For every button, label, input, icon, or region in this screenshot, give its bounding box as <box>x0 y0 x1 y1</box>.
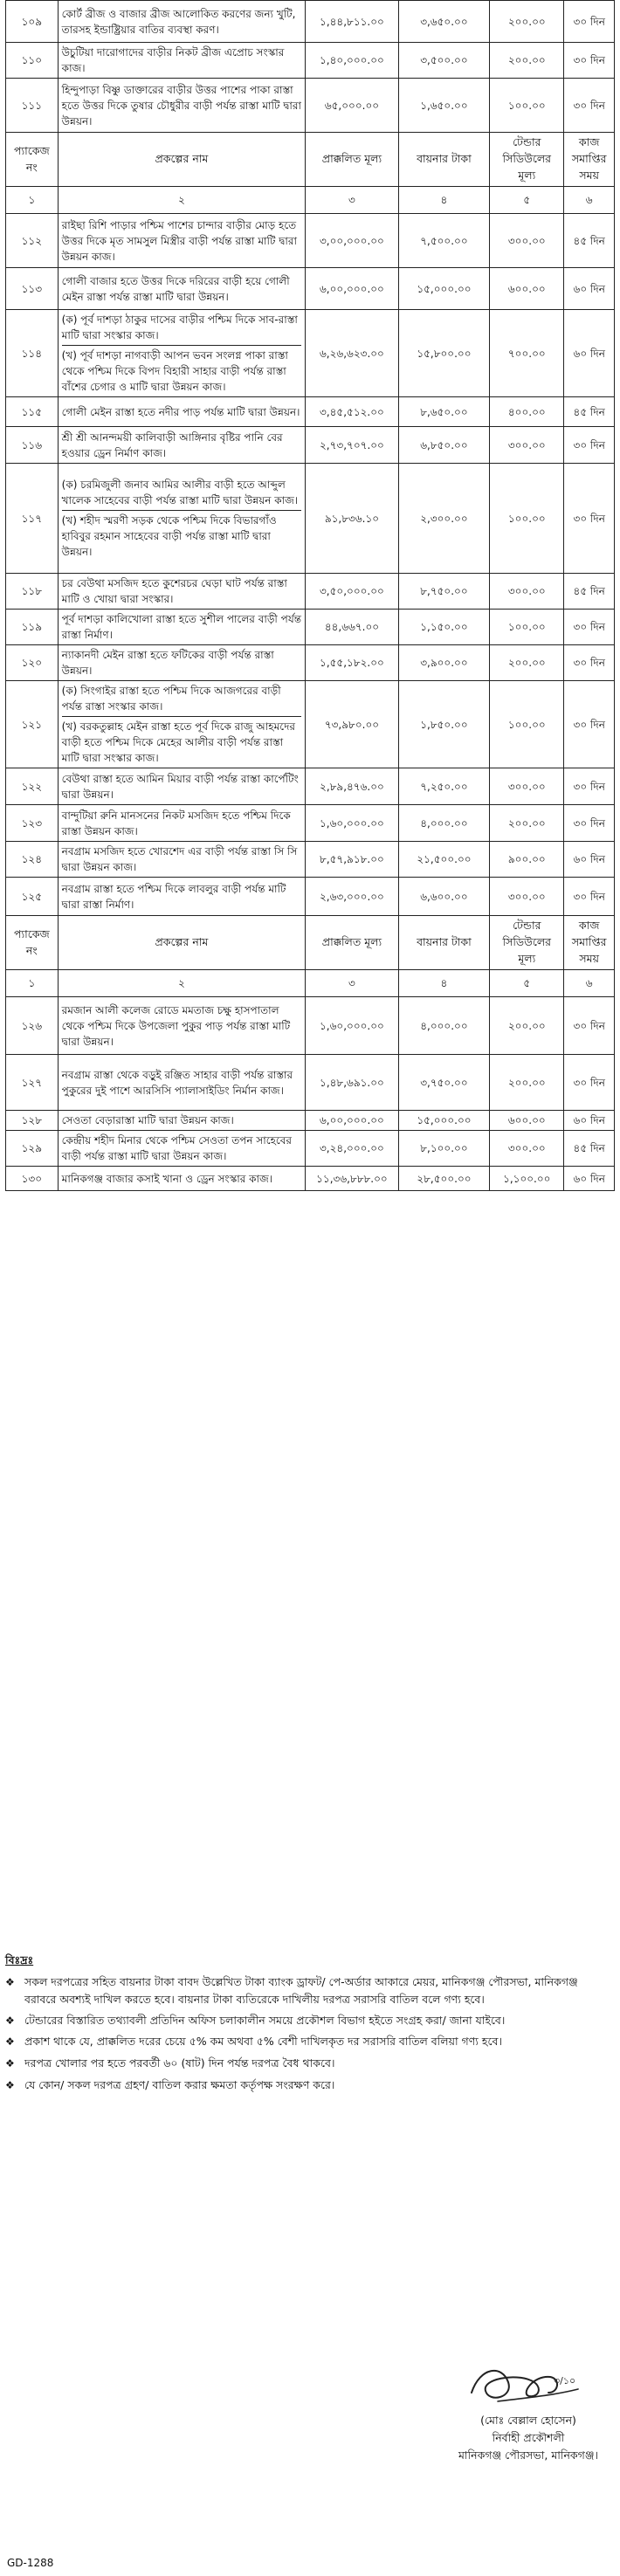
completion-time: ৩০ দিন <box>564 427 615 464</box>
table-row <box>6 610 615 645</box>
column-header: প্রাক্কলিত মূল্য <box>306 916 399 970</box>
column-index: ৩ <box>306 970 399 997</box>
schedule-price: ৩০০.০০ <box>490 214 564 268</box>
earnest-money: ২৮,৫০০.০০ <box>398 1167 489 1191</box>
table-row <box>6 310 615 397</box>
column-index: ৪ <box>398 970 489 997</box>
completion-time: ৪৫ দিন <box>564 574 615 610</box>
completion-time: ৪৫ দিন <box>564 214 615 268</box>
earnest-money: ৪,০০০.০০ <box>398 805 489 842</box>
table-row <box>6 1131 615 1167</box>
completion-time: ৩০ দিন <box>564 768 615 805</box>
project-name: নবগ্রাম মসজিদ হতে খোরশেদ এর বাড়ী পর্যন্ত রাস্তা সি সি দ্বারা উন্নয়ন কাজ। <box>58 842 305 878</box>
column-index: ১ <box>6 970 59 997</box>
schedule-price: ৩০০.০০ <box>490 878 564 916</box>
table-row <box>6 878 615 916</box>
estimated-cost: ৩,৪৫,৫১২.০০ <box>306 397 399 427</box>
estimated-cost: ১,৬০,০০০.০০ <box>306 805 399 842</box>
column-header: প্যাকেজ নং <box>6 133 59 187</box>
package-number: ১২৭ <box>6 1055 59 1111</box>
project-name: নবগ্রাম রাস্তা থেকে বড়ুই রঞ্জিত সাহার বাড়ী পর্যন্ত রাস্তার পুকুরের দুই পাশে আরসিসি প্যালাসাইডিং নির্মান কাজ। <box>58 1055 305 1111</box>
schedule-price: ২০০.০০ <box>490 43 564 79</box>
schedule-price: ১০০.০০ <box>490 610 564 645</box>
project-name: কেন্দ্রীয় শহীদ মিনার থেকে পশ্চিম সেওতা তপন সাহেবের বাড়ী পর্যন্ত রাস্তা মাটি দ্বারা উন্নয়ন কাজ। <box>58 1131 305 1167</box>
package-number: ১২৫ <box>6 878 59 916</box>
schedule-price: ১০০.০০ <box>490 79 564 133</box>
earnest-money: ১,১৫০.০০ <box>398 610 489 645</box>
schedule-price: ৬০০.০০ <box>490 268 564 310</box>
estimated-cost: ১,৫৫,১৮২.০০ <box>306 645 399 681</box>
column-header: প্যাকেজ নং <box>6 916 59 970</box>
note-text: সকল দরপত্রের সহিত বায়নার টাকা বাবদ উল্লেখিত টাকা ব্যাংক ড্রাফট/ পে-অর্ডার আকারে মেয়র, মানিকগঞ্জ পৌরসভা, মানিকগঞ্জ বরাবরে অবশ্যই দাখিল করতে হবে। বায়নার টাকা ব্যতিরেকে দাখিলীয় দরপত্র সরাসরি বাতিল বলে গণ্য হবে। <box>24 1974 578 2007</box>
project-sub-item: (খ) পূর্ব দাশড়া নাগবাড়ী আপন ভবন সংলগ্ন পাকা রাস্তা থেকে পশ্চিম দিকে বিপদ বিহারী সাহার বাড়ী পর্যন্ত রাস্তা বাঁশের চেগার ও মাটি দ্বারা উন্নয়ন কাজ। <box>62 345 301 395</box>
table-row <box>6 1055 615 1111</box>
table-row <box>6 268 615 310</box>
note-text: দরপত্র খোলার পর হতে পরবর্তী ৬০ (ষাট) দিন পর্যন্ত দরপত্র বৈধ থাকবে। <box>24 2056 335 2070</box>
project-name: রাইছা রিশি পাড়ার পশ্চিম পাশের চান্দার বাড়ীর মোড় হতে উত্তর দিকে মৃত সামসুল মিস্ত্রীর বাড়ী পর্যন্ত রাস্তা মাটি দ্বারা উন্নয়ন কাজ। <box>58 214 305 268</box>
package-number: ১১২ <box>6 214 59 268</box>
project-name: ন্যাকানদী মেইন রাস্তা হতে ফটিকের বাড়ী পর্যন্ত রাস্তা উন্নয়ন। <box>58 645 305 681</box>
package-number: ১২২ <box>6 768 59 805</box>
project-name: শ্রী শ্রী আনন্দময়ী কালিবাড়ী আঙ্গিনার বৃষ্টির পানি বের হওয়ার ড্রেন নির্মাণ কাজ। <box>58 427 305 464</box>
schedule-price: ১,১০০.০০ <box>490 1167 564 1191</box>
project-name: রমজান আলী কলেজ রোডে মমতাজ চক্ষু হাসপাতাল থেকে পশ্চিম দিকে উপজেলা পুকুর পাড় পর্যন্ত রাস্তা মাটি দ্বারা উন্নয়ন। <box>58 997 305 1055</box>
estimated-cost: ১১,৩৬,৮৮৮.০০ <box>306 1167 399 1191</box>
project-name: চর বেউথা মসজিদ হতে কুশেরচর ঘেড়া ঘাট পর্যন্ত রাস্তা মাটি ও খোয়া দ্বারা সংস্কার। <box>58 574 305 610</box>
schedule-price: ৩০০.০০ <box>490 574 564 610</box>
package-number: ১১৪ <box>6 310 59 397</box>
signature-date: ৩/১০ <box>554 2375 576 2387</box>
note-item <box>5 2055 608 2074</box>
package-number: ১১৭ <box>6 464 59 574</box>
earnest-money: ৭,২৫০.০০ <box>398 768 489 805</box>
package-number: ১২০ <box>6 645 59 681</box>
table-row <box>6 1167 615 1191</box>
signature-block <box>445 2358 611 2464</box>
completion-time: ৬০ দিন <box>564 268 615 310</box>
note-item <box>5 2077 608 2096</box>
footer-code: GD-1288 <box>7 2557 54 2569</box>
schedule-price: ১০০.০০ <box>490 464 564 574</box>
package-number: ১৩০ <box>6 1167 59 1191</box>
project-sub-item: (ক) পূর্ব দাশড়া ঠাকুর দাসের বাড়ীর পশ্চিম দিকে সাব-রাস্তা মাটি দ্বারা সংস্কার কাজ। <box>61 313 298 341</box>
completion-time: ৪৫ দিন <box>564 1131 615 1167</box>
project-name: মানিকগঞ্জ বাজার কসাই খানা ও ড্রেন সংস্কার কাজ। <box>58 1167 305 1191</box>
earnest-money: ৩,৭৫০.০০ <box>398 1055 489 1111</box>
estimated-cost: ৬,২৬,৬২৩.০০ <box>306 310 399 397</box>
column-index: ৪ <box>398 187 489 214</box>
estimated-cost: ১,৬০,০০০.০০ <box>306 997 399 1055</box>
column-index-row <box>6 970 615 997</box>
tender-table <box>5 0 615 1191</box>
project-name: গোলী বাজার হতে উত্তর দিকে দরিরের বাড়ী হয়ে গোলী মেইন রাস্তা পর্যন্ত রাস্তা মাটি দ্বারা উন্নয়ন। <box>58 268 305 310</box>
schedule-price: ৯০০.০০ <box>490 842 564 878</box>
tender-schedule <box>5 0 615 1191</box>
table-row <box>6 805 615 842</box>
table-row <box>6 681 615 768</box>
completion-time: ৩০ দিন <box>564 610 615 645</box>
notes-title: বিঃদ্রঃ <box>5 1953 34 1966</box>
schedule-price: ৪০০.০০ <box>490 397 564 427</box>
note-text: টেন্ডারের বিস্তারিত তথ্যাবলী প্রতিদিন অফিস চলাকালীন সময়ে প্রকৌশল বিভাগ হইতে সংগ্রহ করা/ জানা যাইবে। <box>24 2013 506 2027</box>
note-item <box>5 1973 608 2009</box>
schedule-price: ৩০০.০০ <box>490 1131 564 1167</box>
project-name: হিন্দুপাড়া বিষ্ণু ডাক্তারের বাড়ীর উত্তর পাশের পাকা রাস্তা হতে উত্তর দিকে তুষার চৌধুরীর বাড়ী পর্যন্ত রাস্তা মাটি দ্বারা উন্নয়ন। <box>58 79 305 133</box>
project-sub-item: (খ) বরকতুল্লাহ মেইন রাস্তা হতে পূর্ব দিকে রাজু আহমদের বাড়ী হতে পশ্চিম দিকে মেহের আলীর বাড়ী পর্যন্ত রাস্তা মাটি দ্বারা সংস্কার কাজ। <box>62 716 301 766</box>
earnest-money: ১৫,০০০.০০ <box>398 268 489 310</box>
project-sub-item: (খ) শহীদ স্মরণী সড়ক থেকে পশ্চিম দিকে বিভারগাঁও হাবিবুর রহমান সাহেবের বাড়ী পর্যন্ত রাস্তা মাটি দ্বারা উন্নয়ন। <box>62 510 301 560</box>
estimated-cost: ৬৫,০০০.০০ <box>306 79 399 133</box>
earnest-money: ৪,০০০.০০ <box>398 997 489 1055</box>
schedule-price: ২০০.০০ <box>490 997 564 1055</box>
signer-designation: নির্বাহী প্রকৌশলী <box>492 2431 565 2444</box>
column-header: প্রকল্পের নাম <box>58 916 305 970</box>
table-header-row <box>6 133 615 187</box>
project-name: পূর্ব দাশড়া কালিখোলা রাস্তা হতে সুশীল পালের বাড়ী পর্যন্ত রাস্তা নির্মাণ। <box>58 610 305 645</box>
completion-time: ৩০ দিন <box>564 464 615 574</box>
completion-time: ৩০ দিন <box>564 1055 615 1111</box>
completion-time: ৩০ দিন <box>564 43 615 79</box>
column-header: প্রাক্কলিত মূল্য <box>306 133 399 187</box>
table-row <box>6 768 615 805</box>
table-row <box>6 397 615 427</box>
earnest-money: ৩,৫০০.০০ <box>398 43 489 79</box>
table-row <box>6 79 615 133</box>
column-index: ৫ <box>490 970 564 997</box>
table-row <box>6 997 615 1055</box>
note-text: যে কোন/ সকল দরপত্র গ্রহণ/ বাতিল করার ক্ষমতা কর্তৃপক্ষ সংরক্ষণ করে। <box>24 2077 335 2091</box>
earnest-money: ৬,৬০০.০০ <box>398 878 489 916</box>
package-number: ১২৬ <box>6 997 59 1055</box>
estimated-cost: ২,৮৯,৪৭৬.০০ <box>306 768 399 805</box>
earnest-money: ৭,৫০০.০০ <box>398 214 489 268</box>
package-number: ১১৩ <box>6 268 59 310</box>
completion-time: ৬০ দিন <box>564 1111 615 1131</box>
estimated-cost: ৩,৫০,০০০.০০ <box>306 574 399 610</box>
column-header: টেন্ডার সিডিউলের মূল্য <box>490 916 564 970</box>
column-header: প্রকল্পের নাম <box>58 133 305 187</box>
column-index: ৩ <box>306 187 399 214</box>
table-row <box>6 214 615 268</box>
package-number: ১২৪ <box>6 842 59 878</box>
earnest-money: ৮,১০০.০০ <box>398 1131 489 1167</box>
package-number: ১২৩ <box>6 805 59 842</box>
earnest-money: ১,৬৫০.০০ <box>398 79 489 133</box>
bullet-icon: ❖ <box>5 1975 15 1988</box>
column-index: ৫ <box>490 187 564 214</box>
notes-section <box>5 1952 608 2097</box>
table-header-row <box>6 916 615 970</box>
completion-time: ৩০ দিন <box>564 681 615 768</box>
table-row <box>6 842 615 878</box>
package-number: ১১৯ <box>6 610 59 645</box>
estimated-cost: ৩,২৪,০০০.০০ <box>306 1131 399 1167</box>
completion-time: ৬০ দিন <box>564 842 615 878</box>
project-sub-item: (ক) সিংগাইর রাস্তা হতে পশ্চিম দিকে আজগরের বাড়ী পর্যন্ত রাস্তা সংস্কার কাজ। <box>61 685 281 713</box>
package-number: ১২৮ <box>6 1111 59 1131</box>
column-index: ২ <box>58 187 305 214</box>
table-row <box>6 1 615 43</box>
completion-time: ৩০ দিন <box>564 79 615 133</box>
column-index: ৬ <box>564 970 615 997</box>
project-name: বেউথা রাস্তা হতে আমিন মিয়ার বাড়ী পর্যন্ত রাস্তা কার্পেটিং দ্বারা উন্নয়ন। <box>58 768 305 805</box>
package-number: ১১০ <box>6 43 59 79</box>
signer-office: মানিকগঞ্জ পৌরসভা, মানিকগঞ্জ। <box>458 2449 599 2462</box>
completion-time: ৩০ দিন <box>564 878 615 916</box>
completion-time: ৩০ দিন <box>564 645 615 681</box>
package-number: ১২৯ <box>6 1131 59 1167</box>
schedule-price: ৬০০.০০ <box>490 1111 564 1131</box>
column-index-row <box>6 187 615 214</box>
project-name: উচুটিয়া দারোগাদের বাড়ীর নিকট ব্রীজ এপ্রোচ সংস্কার কাজ। <box>58 43 305 79</box>
estimated-cost: ১,৪০,০০০.০০ <box>306 43 399 79</box>
package-number: ১১৫ <box>6 397 59 427</box>
schedule-price: ২০০.০০ <box>490 1055 564 1111</box>
table-row <box>6 1111 615 1131</box>
package-number: ১১১ <box>6 79 59 133</box>
column-header: কাজ সমাপ্তির সময় <box>564 916 615 970</box>
completion-time: ৬০ দিন <box>564 310 615 397</box>
project-name: সেওতা বেড়ারাস্তা মাটি দ্বারা উন্নয়ন কাজ। <box>58 1111 305 1131</box>
project-name <box>58 681 305 768</box>
completion-time: ৩০ দিন <box>564 997 615 1055</box>
table-row <box>6 427 615 464</box>
earnest-money: ১৫,০০০.০০ <box>398 1111 489 1131</box>
schedule-price: ২০০.০০ <box>490 805 564 842</box>
package-number: ১১৬ <box>6 427 59 464</box>
schedule-price: ২০০.০০ <box>490 1 564 43</box>
table-row <box>6 43 615 79</box>
estimated-cost: ২,৭৩,৭০৭.০০ <box>306 427 399 464</box>
table-row <box>6 645 615 681</box>
schedule-price: ৭০০.০০ <box>490 310 564 397</box>
table-row <box>6 574 615 610</box>
schedule-price: ৩০০.০০ <box>490 768 564 805</box>
estimated-cost: ২,৬৩,০০০.০০ <box>306 878 399 916</box>
estimated-cost: ৬,০০,০০০.০০ <box>306 268 399 310</box>
schedule-price: ২০০.০০ <box>490 645 564 681</box>
notes-list <box>5 1973 608 2096</box>
column-header: বায়নার টাকা <box>398 916 489 970</box>
estimated-cost: ৬,০০,০০০.০০ <box>306 1111 399 1131</box>
schedule-price: ৩০০.০০ <box>490 427 564 464</box>
bullet-icon: ❖ <box>5 2057 15 2070</box>
note-item <box>5 2012 608 2031</box>
completion-time: ৩০ দিন <box>564 805 615 842</box>
estimated-cost: ৮,৫৭,৯১৮.০০ <box>306 842 399 878</box>
project-sub-item: (ক) চরমিজুলী জনাব আমির আলীর বাড়ী হতে আব্দুল খালেক সাহেবের বাড়ী পর্যন্ত রাস্তা মাটি দ্বারা উন্নয়ন কাজ। <box>61 479 299 506</box>
completion-time: ৪৫ দিন <box>564 397 615 427</box>
earnest-money: ১৫,৮০০.০০ <box>398 310 489 397</box>
tender-table-body <box>6 1 615 1191</box>
schedule-price: ১০০.০০ <box>490 681 564 768</box>
column-header: কাজ সমাপ্তির সময় <box>564 133 615 187</box>
estimated-cost: ৯১,৮৩৬.১০ <box>306 464 399 574</box>
package-number: ১০৯ <box>6 1 59 43</box>
project-name: গোলী মেইন রাস্তা হতে নদীর পাড় পর্যন্ত মাটি দ্বারা উন্নয়ন। <box>58 397 305 427</box>
column-header: টেন্ডার সিডিউলের মূল্য <box>490 133 564 187</box>
completion-time: ৩০ দিন <box>564 1 615 43</box>
bullet-icon: ❖ <box>5 2078 15 2091</box>
column-header: বায়নার টাকা <box>398 133 489 187</box>
estimated-cost: ১,৪৪,৮১১.০০ <box>306 1 399 43</box>
earnest-money: ২,৩০০.০০ <box>398 464 489 574</box>
earnest-money: ৩,৬৫০.০০ <box>398 1 489 43</box>
column-index: ২ <box>58 970 305 997</box>
bullet-icon: ❖ <box>5 2035 15 2049</box>
earnest-money: ৮,৬৫০.০০ <box>398 397 489 427</box>
note-item <box>5 2033 608 2052</box>
estimated-cost: ৭৩,৯৮০.০০ <box>306 681 399 768</box>
earnest-money: ১,৮৫০.০০ <box>398 681 489 768</box>
column-index: ৬ <box>564 187 615 214</box>
completion-time: ৬০ দিন <box>564 1167 615 1191</box>
bullet-icon: ❖ <box>5 2014 15 2027</box>
handwritten-signature-icon <box>463 2358 594 2412</box>
earnest-money: ৬,৮৫০.০০ <box>398 427 489 464</box>
project-name <box>58 464 305 574</box>
estimated-cost: ৩,০০,০০০.০০ <box>306 214 399 268</box>
table-row <box>6 464 615 574</box>
project-name: নবগ্রাম রাস্তা হতে পশ্চিম দিকে লাবলুর বাড়ী পর্যন্ত মাটি দ্বারা রাস্তা নির্মাণ। <box>58 878 305 916</box>
signer-name: (মোঃ বেল্লাল হোসেন) <box>480 2414 576 2427</box>
earnest-money: ৮,৭৫০.০০ <box>398 574 489 610</box>
package-number: ১২১ <box>6 681 59 768</box>
estimated-cost: ১,৪৮,৬৯১.০০ <box>306 1055 399 1111</box>
column-index: ১ <box>6 187 59 214</box>
earnest-money: ৩,৯০০.০০ <box>398 645 489 681</box>
note-text: প্রকাশ থাকে যে, প্রাক্কলিত দরের চেয়ে ৫% কম অথবা ৫% বেশী দাখিলকৃত দর সরাসরি বাতিল বলিয়া গণ্য হবে। <box>24 2035 502 2049</box>
project-name: বান্দুটিয়া রুনি মানসনের নিকট মসজিদ হতে পশ্চিম দিকে রাস্তা উন্নয়ন কাজ। <box>58 805 305 842</box>
earnest-money: ২১,৫০০.০০ <box>398 842 489 878</box>
project-name: কোর্ট ব্রীজ ও বাজার ব্রীজ আলোকিত করণের জন্য খুটি, তারসহ ইন্ডাষ্ট্রিয়ার বাতির ব্যবস্থা করণ। <box>58 1 305 43</box>
project-name <box>58 310 305 397</box>
package-number: ১১৮ <box>6 574 59 610</box>
estimated-cost: ৪৪,৬৬৭.০০ <box>306 610 399 645</box>
